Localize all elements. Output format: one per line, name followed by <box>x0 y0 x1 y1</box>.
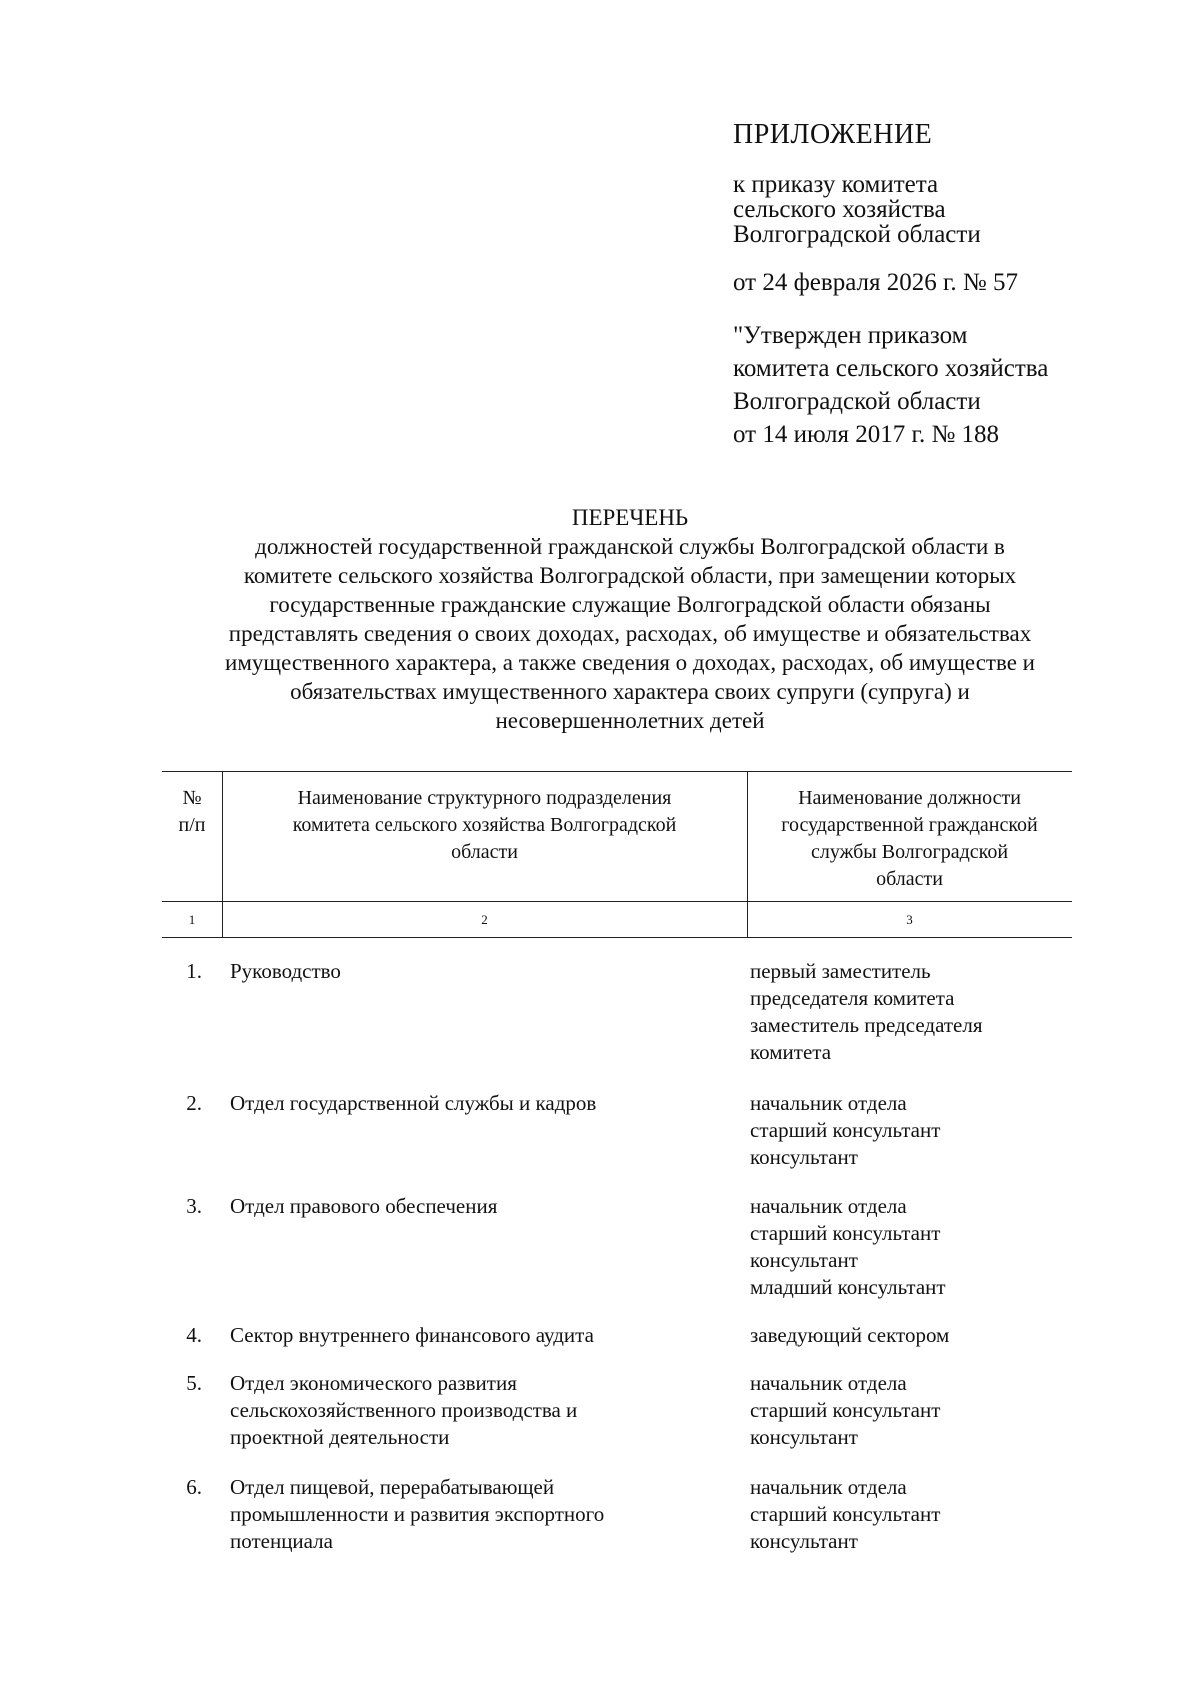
subtitle-line: должностей государственной гражданской службы Волгоградской области в <box>255 534 1005 559</box>
appendix-order-reference <box>733 172 1153 247</box>
row-department <box>230 1370 700 1451</box>
department-line: Руководство <box>230 959 341 983</box>
department-line: потенциала <box>230 1529 333 1553</box>
subtitle-line: имущественного характера, а также сведения о доходах, расходах, об имуществе и <box>225 650 1035 675</box>
position-line: старший консультант <box>750 1398 941 1422</box>
approved-block <box>733 319 1153 451</box>
row-number: 1. <box>186 959 202 983</box>
column-index: 2 <box>481 912 488 927</box>
position-line: консультант <box>750 1529 858 1553</box>
header-position <box>747 785 1072 893</box>
subtitle-line: комитете сельского хозяйства Волгоградской области, при замещении которых <box>243 563 1017 588</box>
row-number: 2. <box>186 1091 202 1115</box>
department-line: сельскохозяйственного производства и <box>230 1398 578 1422</box>
row-positions <box>750 958 1110 1066</box>
position-line: старший консультант <box>750 1221 941 1245</box>
column-index: 1 <box>188 912 196 927</box>
table-index-rule <box>162 937 1072 938</box>
row-department <box>230 1090 700 1117</box>
row-number: 5. <box>186 1371 202 1395</box>
header-department-line: комитета сельского хозяйства Волгоградской <box>292 814 677 836</box>
subtitle-line: государственные гражданские служащие Волгоградской области обязаны <box>269 592 991 617</box>
department-line: Отдел пищевой, перерабатывающей <box>230 1475 555 1499</box>
header-position-line: государственной гражданской <box>781 814 1038 836</box>
position-line: младший консультант <box>750 1275 946 1299</box>
header-number-line: № <box>182 787 202 809</box>
position-line: председателя комитета <box>750 986 955 1010</box>
row-number: 6. <box>186 1475 202 1499</box>
appendix-title: ПРИЛОЖЕНИЕ <box>733 119 933 150</box>
table-top-rule <box>162 771 1072 772</box>
document-title-block <box>150 503 1110 735</box>
header-department-line: Наименование структурного подразделения <box>297 787 672 809</box>
position-line: первый заместитель <box>750 959 931 983</box>
column-index: 3 <box>906 912 913 927</box>
position-line: консультант <box>750 1248 858 1272</box>
appendix-line: Волгоградской области <box>733 221 981 248</box>
position-line: комитета <box>750 1040 832 1064</box>
row-department <box>230 1193 700 1220</box>
appendix-line: сельского хозяйства <box>733 196 946 223</box>
position-line: начальник отдела <box>750 1475 907 1499</box>
document-heading: ПЕРЕЧЕНЬ <box>571 505 689 530</box>
approved-line: комитета сельского хозяйства <box>733 355 1049 382</box>
position-line: заместитель председателя <box>750 1013 983 1037</box>
header-department-line: области <box>451 841 518 863</box>
position-line: начальник отдела <box>750 1371 907 1395</box>
header-department <box>222 785 747 866</box>
department-line: проектной деятельности <box>230 1425 450 1449</box>
position-line: заведующий сектором <box>750 1323 950 1347</box>
row-positions <box>750 1090 1110 1171</box>
header-number <box>162 785 222 839</box>
approved-line: "Утвержден приказом <box>733 322 968 349</box>
row-department <box>230 958 700 985</box>
department-line: Сектор внутреннего финансового аудита <box>230 1323 594 1347</box>
subtitle-line: несовершеннолетних детей <box>495 708 765 733</box>
row-department <box>230 1474 700 1555</box>
subtitle-line: обязательствах имущественного характера своих супруги (супруга) и <box>290 679 970 704</box>
row-positions <box>750 1370 1110 1451</box>
header-position-line: Наименование должности <box>798 787 1021 809</box>
position-line: начальник отдела <box>750 1091 907 1115</box>
table-header-rule <box>162 901 1072 902</box>
department-line: промышленности и развития экспортного <box>230 1502 605 1526</box>
approved-line: Волгоградской области <box>733 388 981 415</box>
appendix-date-number: от 24 февраля 2026 г. № 57 <box>733 269 1019 296</box>
header-position-line: области <box>876 868 943 890</box>
department-line: Отдел правового обеспечения <box>230 1194 498 1218</box>
subtitle-line: представлять сведения о своих доходах, расходах, об имуществе и обязательствах <box>228 621 1032 646</box>
position-line: консультант <box>750 1145 858 1169</box>
position-line: старший консультант <box>750 1502 941 1526</box>
row-positions <box>750 1193 1110 1301</box>
row-positions <box>750 1322 1110 1349</box>
row-positions <box>750 1474 1110 1555</box>
row-number: 3. <box>186 1194 202 1218</box>
appendix-block <box>733 118 1153 451</box>
appendix-line: к приказу комитета <box>733 171 939 198</box>
approved-line: от 14 июля 2017 г. № 188 <box>733 421 1000 448</box>
header-position-line: службы Волгоградской <box>810 841 1009 863</box>
department-line: Отдел государственной службы и кадров <box>230 1091 597 1115</box>
department-line: Отдел экономического развития <box>230 1371 517 1395</box>
header-number-line: п/п <box>178 814 206 836</box>
row-number: 4. <box>186 1323 202 1347</box>
position-line: старший консультант <box>750 1118 941 1142</box>
position-line: начальник отдела <box>750 1194 907 1218</box>
position-line: консультант <box>750 1425 858 1449</box>
row-department <box>230 1322 700 1349</box>
